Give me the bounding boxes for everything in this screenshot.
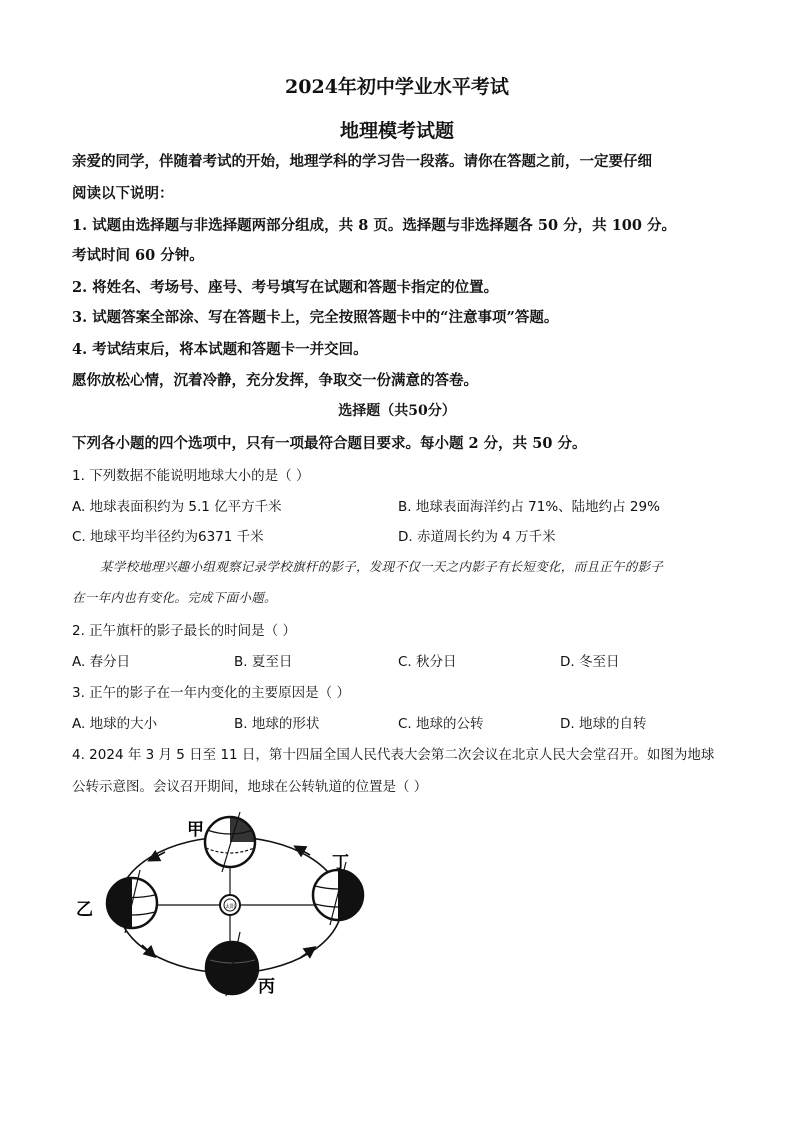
instruction-item-3: 3. 试题答案全部涂、写在答题卡上，完全按照答题卡中的“注意事项”答题。	[72, 309, 559, 326]
q1-option-c: C. 地球平均半径约为6371 千米	[72, 529, 264, 545]
earth-jia-icon	[205, 812, 255, 872]
q2-option-c: C. 秋分日	[398, 654, 457, 670]
exam-subtitle: 地理模考试题	[339, 120, 454, 142]
sun-icon	[220, 895, 240, 915]
section-direction: 下列各小题的四个选项中，只有一项最符合题目要求。每小题 2 分，共 50 分。	[72, 435, 587, 452]
q1-option-a: A. 地球表面积约为 5.1 亿平方千米	[72, 499, 282, 515]
earth-bing-icon	[206, 932, 258, 996]
q1-option-d: D. 赤道周长约为 4 万千米	[398, 529, 556, 545]
earth-yi-icon	[107, 870, 157, 933]
q1-option-b: B. 地球表面海洋约占 71%、陆地约占 29%	[398, 499, 660, 515]
label-jia: 甲	[187, 820, 204, 840]
q2-stem: 2. 正午旗杆的影子最长的时间是（ ）	[72, 623, 296, 639]
q3-option-d: D. 地球的自转	[560, 716, 647, 732]
exam-title: 2024年初中学业水平考试	[285, 76, 509, 98]
q2-option-d: D. 冬至日	[560, 654, 620, 670]
earth-revolution-diagram	[70, 800, 390, 1010]
section-heading: 选择题（共50分）	[338, 403, 456, 419]
label-ding: 丁	[332, 853, 349, 873]
orbit-arrow-3	[300, 948, 314, 958]
q2-option-a: A. 春分日	[72, 654, 131, 670]
orbit-arrow-2	[142, 945, 154, 956]
label-yi: 乙	[76, 900, 93, 920]
q4-stem-line-1: 4. 2024 年 3 月 5 日至 11 日，第十四届全国人民代表大会第二次会议在北京人民大会堂召开。如图为地球	[72, 747, 715, 763]
instruction-item-2: 2. 将姓名、考场号、座号、考号填写在试题和答题卡指定的位置。	[72, 279, 499, 296]
intro-line-2: 阅读以下说明：	[72, 185, 174, 202]
q3-stem: 3. 正午的影子在一年内变化的主要原因是（ ）	[72, 685, 350, 701]
q1-stem: 1. 下列数据不能说明地球大小的是（ ）	[72, 468, 310, 484]
instruction-item-4: 4. 考试结束后，将本试题和答题卡一并交回。	[72, 341, 368, 358]
q3-option-c: C. 地球的公转	[398, 716, 484, 732]
sun-label: 太阳	[224, 904, 236, 910]
q4-stem-line-2: 公转示意图。会议召开期间，地球在公转轨道的位置是（ ）	[72, 779, 428, 795]
instruction-wish: 愿你放松心情，沉着冷静，充分发挥，争取交一份满意的答卷。	[72, 372, 478, 389]
material-line-1: 某学校地理兴趣小组观察记录学校旗杆的影子，发现不仅一天之内影子有长短变化，而且正午的影子	[100, 559, 664, 574]
material-line-2: 在一年内也有变化。完成下面小题。	[72, 590, 277, 605]
q2-option-b: B. 夏至日	[234, 654, 293, 670]
instruction-item-1-cont: 考试时间 60 分钟。	[72, 247, 204, 264]
q3-option-b: B. 地球的形状	[234, 716, 320, 732]
label-bing: 丙	[258, 977, 275, 997]
intro-line-1: 亲爱的同学，伴随着考试的开始，地理学科的学习告一段落。请你在答题之前，一定要仔细	[72, 153, 652, 170]
q3-option-a: A. 地球的大小	[72, 716, 158, 732]
instruction-item-1: 1. 试题由选择题与非选择题两部分组成，共 8 页。选择题与非选择题各 50 分，共 100 分。	[72, 217, 677, 234]
